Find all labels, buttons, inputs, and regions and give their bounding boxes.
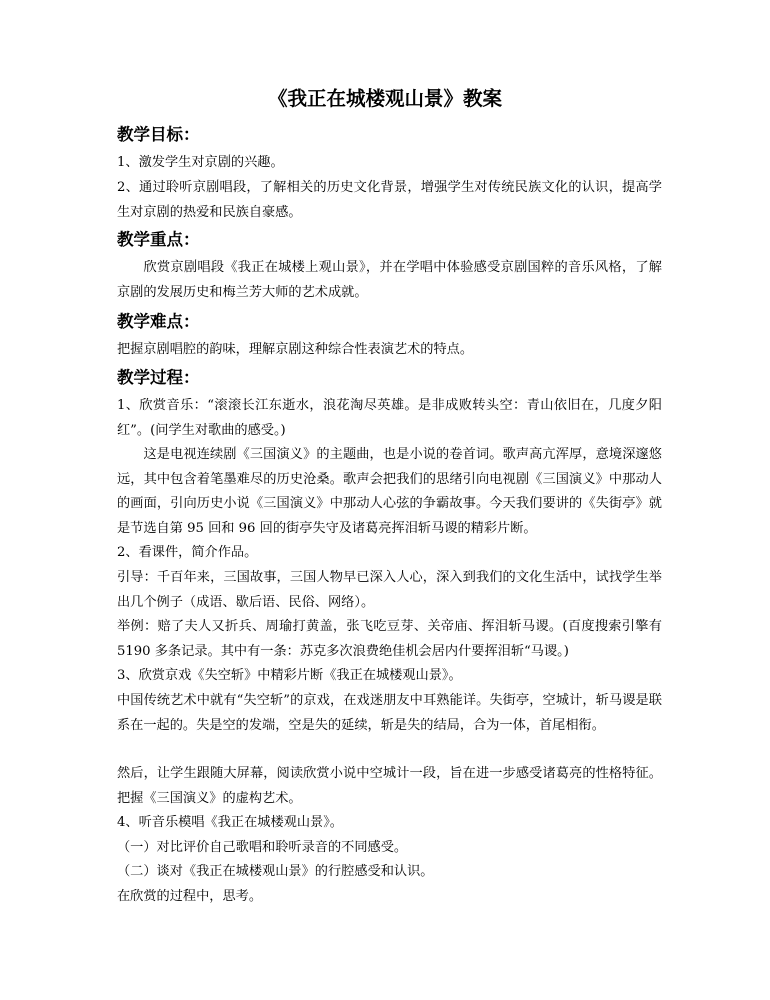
process-paragraph-8: 然后，让学生跟随大屏幕，阅读欣赏小说中空城计一段，旨在进一步感受诸葛亮的性格特征。把握《三国演义》的虚构艺术。	[117, 766, 662, 806]
process-paragraph-11: （二）谈对《我正在城楼观山景》的行腔感受和认识。	[117, 864, 434, 879]
process-paragraph-3: 2、看课件，简介作品。	[117, 545, 258, 560]
heading-key-points: 教学重点：	[117, 230, 200, 249]
heading-teaching-process: 教学过程：	[117, 368, 200, 387]
document-title: 《我正在城楼观山景》教案	[267, 87, 502, 110]
process-paragraph-7: 中国传统艺术中就有“失空斩”的京戏，在戏迷朋友中耳熟能详。失街亭，空城计，斩马谡是联系在一起的。失是空的发端，空是失的延续，斩是失的结局，合为一体，首尾相衔。	[117, 693, 662, 733]
process-paragraph-6: 3、欣赏京戏《失空斩》中精彩片断《我正在城楼观山景》。	[117, 668, 462, 683]
process-paragraph-5: 举例：赔了夫人又折兵、周瑜打黄盖，张飞吃豆芽、关帝庙、挥泪斩马谡。(百度搜索引擎有 5190 多条记录。其中有一条：苏克多次浪费绝佳机会居内什要挥泪斩“马谡。)	[117, 619, 662, 659]
difficulties-text: 把握京剧唱腔的韵味，理解京剧这种综合性表演艺术的特点。	[117, 342, 474, 357]
goal-item-1: 1、激发学生对京剧的兴趣。	[117, 155, 284, 170]
heading-teaching-goals: 教学目标：	[117, 125, 200, 144]
goal-item-2: 2、通过聆听京剧唱段，了解相关的历史文化背景，增强学生对传统民族文化的认识，提高学生对京剧的热爱和民族自豪感。	[117, 180, 662, 220]
process-paragraph-2: 这是电视连续剧《三国演义》的主题曲，也是小说的卷首词。歌声高亢浑厚，意境深邃悠远，其中包含着笔墨难尽的历史沧桑。歌声会把我们的思绪引向电视剧《三国演义》中那动人的画面，引向历史小说《三国演义》中那动人心弦的争霸故事。今天我们要讲的《失街亭》就是节选自第 95 回和 96 回的街亭失守及诸葛亮挥泪斩马谡的精彩片断。	[117, 447, 662, 536]
heading-difficulties: 教学难点：	[117, 312, 200, 331]
process-paragraph-10: （一）对比评价自己歌唱和聆听录音的不同感受。	[117, 840, 408, 855]
process-paragraph-1: 1、欣赏音乐：“滚滚长江东逝水，浪花淘尽英雄。是非成败转头空：青山依旧在，几度夕阳红”。(问学生对歌曲的感受。)	[117, 398, 662, 438]
process-paragraph-12: 在欣赏的过程中，思考。	[117, 889, 263, 904]
process-paragraph-4: 引导：千百年来，三国故事，三国人物早已深入人心，深入到我们的文化生活中，试找学生举出几个例子（成语、歇后语、民俗、网络）。	[117, 570, 662, 610]
process-paragraph-9: 4、听音乐模唱《我正在城楼观山景》。	[117, 815, 343, 830]
key-points-text: 欣赏京剧唱段《我正在城楼上观山景》，并在学唱中体验感受京剧国粹的音乐风格，了解京剧的发展历史和梅兰芳大师的艺术成就。	[117, 260, 662, 300]
